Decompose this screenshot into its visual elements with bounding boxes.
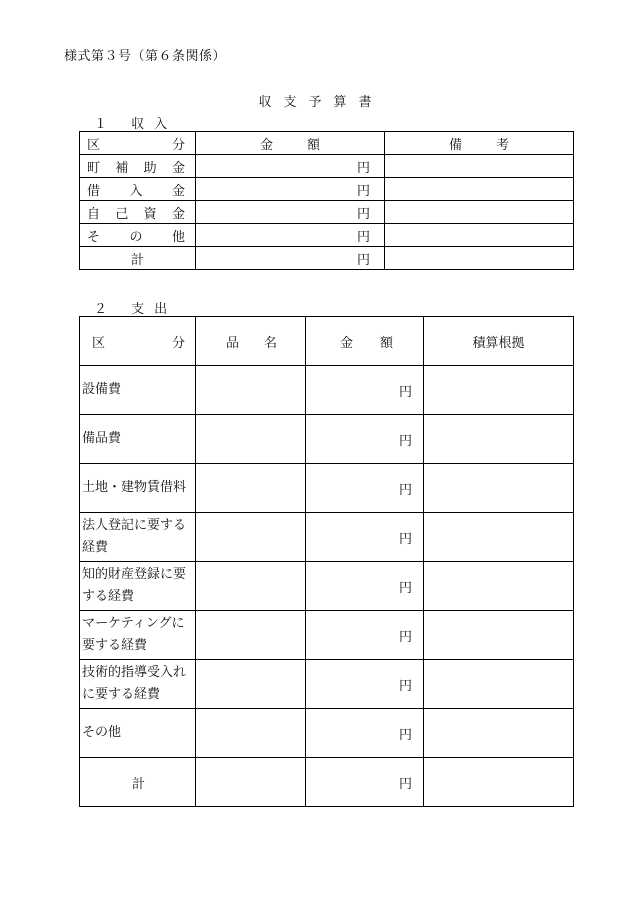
income-amount-cell[interactable]: 円 xyxy=(196,155,385,178)
expense-row-other xyxy=(80,709,574,758)
income-remarks-cell[interactable] xyxy=(385,178,574,201)
expense-item-cell[interactable] xyxy=(196,611,306,660)
expense-item-cell[interactable] xyxy=(196,464,306,513)
label-char: 補 xyxy=(115,160,129,176)
expense-basis-cell[interactable] xyxy=(424,660,574,709)
expense-header-amount xyxy=(306,317,424,366)
label-char: そ xyxy=(87,229,101,245)
income-total-row xyxy=(80,247,574,270)
header-char: 金 xyxy=(260,137,274,153)
label-char: の xyxy=(129,229,143,245)
expense-item-cell[interactable] xyxy=(196,366,306,415)
header-char: 金 xyxy=(340,335,354,351)
expense-item-cell[interactable] xyxy=(196,415,306,464)
income-amount-cell[interactable]: 円 xyxy=(196,224,385,247)
expense-basis-cell[interactable] xyxy=(424,366,574,415)
expense-category-cell: 土地・建物賃借料 xyxy=(80,464,196,513)
expense-row-equipment xyxy=(80,366,574,415)
expense-category-cell: 知的財産登録に要する経費 xyxy=(80,562,196,611)
expense-category-cell: マーケティングに要する経費 xyxy=(80,611,196,660)
header-char: 区 xyxy=(87,137,101,153)
income-amount-cell[interactable]: 円 xyxy=(196,201,385,224)
expense-category-cell: 備品費 xyxy=(80,415,196,464)
expense-row-registration xyxy=(80,513,574,562)
expense-row-technical xyxy=(80,660,574,709)
expense-category-cell: 設備費 xyxy=(80,366,196,415)
income-header-category xyxy=(80,132,196,155)
expense-basis-cell[interactable] xyxy=(424,611,574,660)
expense-basis-cell[interactable] xyxy=(424,415,574,464)
document-title: 収支予算書 xyxy=(258,95,384,110)
label-char: 金 xyxy=(171,183,185,199)
expense-basis-cell[interactable] xyxy=(424,709,574,758)
header-char: 考 xyxy=(495,137,509,153)
expense-amount-cell[interactable]: 円 xyxy=(306,660,424,709)
expense-total-basis[interactable] xyxy=(424,758,574,807)
income-category-cell xyxy=(80,178,196,201)
expense-table xyxy=(79,316,574,807)
expense-header-row xyxy=(80,317,574,366)
expense-header-item xyxy=(196,317,306,366)
expense-amount-cell[interactable]: 円 xyxy=(306,611,424,660)
income-row-borrowing xyxy=(80,178,574,201)
expense-header-category xyxy=(80,317,196,366)
label-char: 資 xyxy=(143,206,157,222)
expense-total-item[interactable] xyxy=(196,758,306,807)
expense-total-row xyxy=(80,758,574,807)
income-table xyxy=(79,131,574,270)
header-char: 区 xyxy=(92,335,106,351)
form-number-label: 様式第３号（第６条関係） xyxy=(64,49,227,64)
expense-row-rent xyxy=(80,464,574,513)
label-char: 自 xyxy=(87,206,101,222)
expense-basis-cell[interactable] xyxy=(424,562,574,611)
expense-total-amount[interactable]: 円 xyxy=(306,758,424,807)
expense-item-cell[interactable] xyxy=(196,709,306,758)
header-char: 額 xyxy=(306,137,320,153)
income-row-own-funds xyxy=(80,201,574,224)
expense-amount-cell[interactable]: 円 xyxy=(306,415,424,464)
income-amount-cell[interactable]: 円 xyxy=(196,178,385,201)
income-remarks-cell[interactable] xyxy=(385,155,574,178)
income-total-amount[interactable]: 円 xyxy=(196,247,385,270)
expense-item-cell[interactable] xyxy=(196,513,306,562)
expense-basis-cell[interactable] xyxy=(424,464,574,513)
expense-row-fixtures xyxy=(80,415,574,464)
expense-row-ip xyxy=(80,562,574,611)
header-char: 額 xyxy=(379,335,393,351)
label-char: 入 xyxy=(129,183,143,199)
expense-category-cell: その他 xyxy=(80,709,196,758)
expense-basis-cell[interactable] xyxy=(424,513,574,562)
label-char: 己 xyxy=(115,206,129,222)
income-header-row xyxy=(80,132,574,155)
income-category-cell xyxy=(80,201,196,224)
income-remarks-cell[interactable] xyxy=(385,224,574,247)
income-total-remarks[interactable] xyxy=(385,247,574,270)
income-header-remarks xyxy=(385,132,574,155)
income-row-town-subsidy xyxy=(80,155,574,178)
expense-item-cell[interactable] xyxy=(196,562,306,611)
expense-section-heading: ２ 支出 xyxy=(94,302,178,317)
expense-amount-cell[interactable]: 円 xyxy=(306,709,424,758)
expense-category-cell: 法人登記に要する経費 xyxy=(80,513,196,562)
income-row-other xyxy=(80,224,574,247)
label-char: 借 xyxy=(87,183,101,199)
expense-amount-cell[interactable]: 円 xyxy=(306,464,424,513)
label-char: 他 xyxy=(171,229,185,245)
income-section-heading: １ 収入 xyxy=(94,117,178,132)
expense-amount-cell[interactable]: 円 xyxy=(306,366,424,415)
expense-category-cell: 技術的指導受入れに要する経費 xyxy=(80,660,196,709)
label-char: 町 xyxy=(87,160,101,176)
expense-total-label: 計 xyxy=(80,758,196,807)
income-category-cell xyxy=(80,155,196,178)
header-char: 分 xyxy=(171,137,185,153)
header-char: 名 xyxy=(263,335,277,351)
expense-item-cell[interactable] xyxy=(196,660,306,709)
expense-amount-cell[interactable]: 円 xyxy=(306,513,424,562)
expense-header-basis: 積算根拠 xyxy=(424,317,574,366)
income-category-cell xyxy=(80,224,196,247)
expense-row-marketing xyxy=(80,611,574,660)
label-char: 金 xyxy=(171,206,185,222)
income-remarks-cell[interactable] xyxy=(385,201,574,224)
income-total-label: 計 xyxy=(80,247,196,270)
income-header-amount xyxy=(196,132,385,155)
label-char: 金 xyxy=(171,160,185,176)
header-char: 備 xyxy=(449,137,463,153)
header-char: 分 xyxy=(171,335,185,351)
header-char: 品 xyxy=(226,335,240,351)
label-char: 助 xyxy=(143,160,157,176)
expense-amount-cell[interactable]: 円 xyxy=(306,562,424,611)
